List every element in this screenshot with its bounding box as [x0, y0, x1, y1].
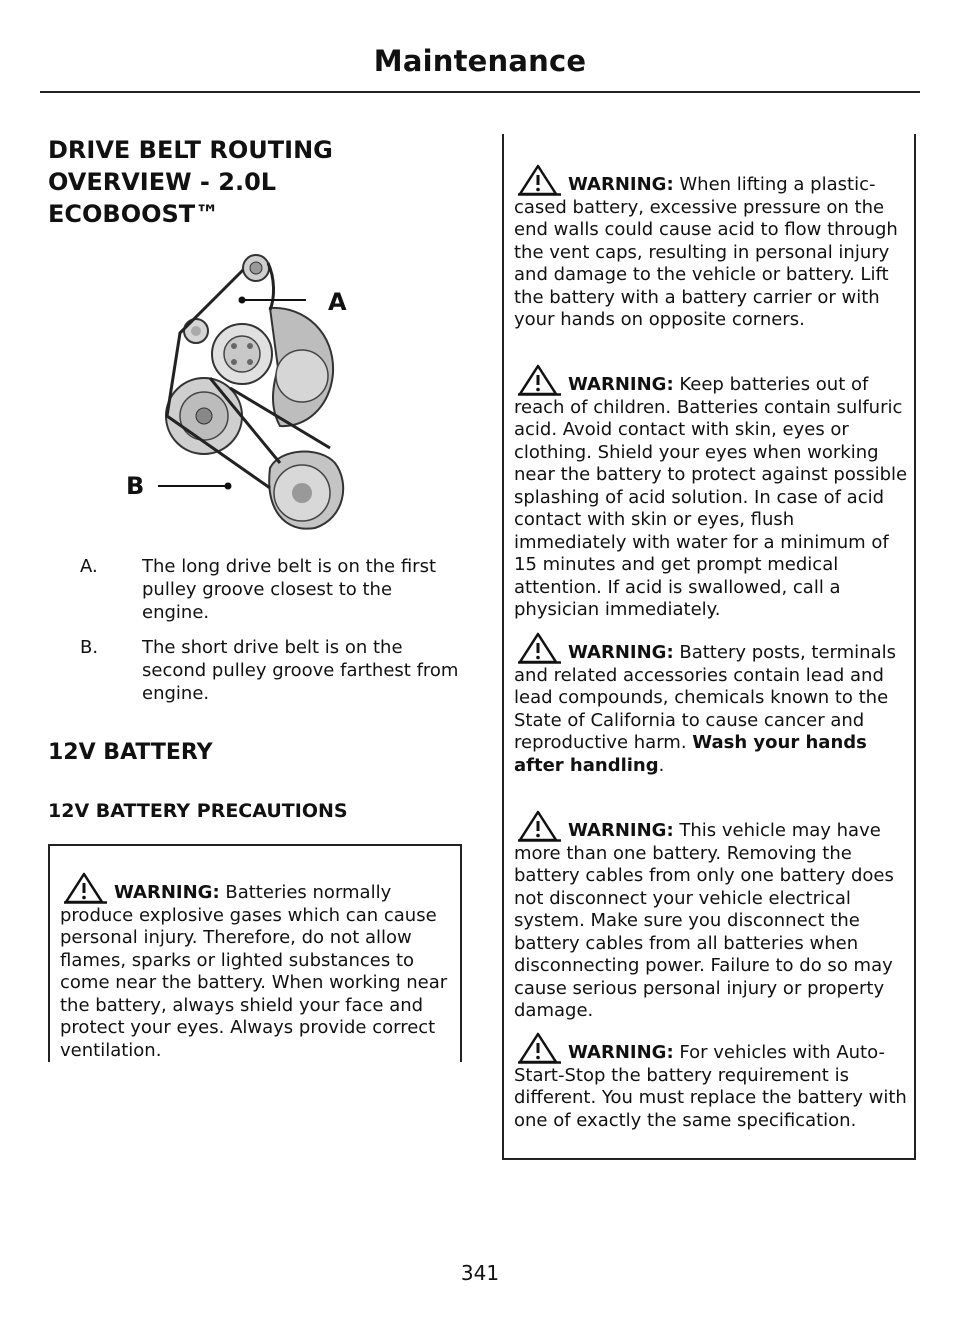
section-heading-drive-belt [48, 134, 448, 230]
warning-label: WARNING: [568, 820, 674, 841]
warning-children-acid [514, 364, 908, 622]
warning-multiple-batteries [514, 810, 908, 1023]
warning-triangle-icon [516, 632, 562, 664]
list-item [80, 636, 460, 705]
warning-label: WARNING: [114, 882, 220, 903]
list-item-text: The short drive belt is on the second pulley groove farthest from engine. [142, 637, 459, 704]
warning-text: Battery posts, terminals and related accessories contain lead and lead compounds, chemicals known to the State of California to cause cancer and reproductive harm. [514, 642, 896, 753]
warning-label: WARNING: [568, 174, 674, 195]
page-title: Maintenance [373, 44, 587, 78]
section-heading-12v-battery: 12V BATTERY [48, 740, 213, 765]
warning-text: Batteries normally produce explosive gases which can cause personal injury. Therefore, do not allow flames, sparks or lighted substances to come near the battery. When working near the battery, always shield your face and protect your eyes. Always provide correct ventilation. [60, 882, 448, 1061]
warning-text: This vehicle may have more than one battery. Removing the battery cables from only one battery does not disconnect your vehicle electrical system. Make sure you disconnect the battery cables from all batteries when disconnecting power. Failure to do so may cause serious personal injury or property damage. [514, 820, 894, 1021]
warning-label: WARNING: [568, 1042, 674, 1063]
callout-a: A [328, 288, 347, 316]
warning-triangle-icon [516, 364, 562, 396]
warning-lead-compounds [514, 632, 908, 777]
warning-label: WARNING: [568, 642, 674, 663]
page-number: 341 [460, 1261, 500, 1285]
warning-lifting-battery [514, 164, 908, 332]
warning-text: For vehicles with Auto-Start-Stop the battery requirement is different. You must replace the battery with one of exactly the same specification. [514, 1042, 907, 1131]
heading-line: DRIVE BELT ROUTING [48, 136, 333, 164]
list-item [80, 555, 460, 624]
list-item-label: A. [80, 556, 98, 577]
callout-legend-list [80, 555, 460, 717]
warning-box-left [48, 844, 462, 1062]
subsection-heading-precautions: 12V BATTERY PRECAUTIONS [48, 800, 348, 822]
warning-text: When lifting a plastic-cased battery, excessive pressure on the end walls could cause acid to flow through the vent caps, resulting in personal injury and damage to the vehicle or battery. Lift the battery with a battery carrier or with your hands on opposite corners. [514, 174, 898, 330]
warning-text: Keep batteries out of reach of children. Batteries contain sulfuric acid. Avoid contact with skin, eyes or clothing. Shield your eyes when working near the battery to protect against possible splashing of acid solution. In case of acid contact with skin or eyes, flush immediately with water for a minimum of 15 minutes and get prompt medical attention. If acid is swallowed, call a physician immediately. [514, 374, 908, 620]
warning-triangle-icon [516, 1032, 562, 1064]
heading-line: OVERVIEW - 2.0L [48, 168, 277, 196]
warning-box-right [502, 134, 916, 1160]
warning-emphasis: Wash your hands after handling [514, 732, 867, 776]
warning-auto-start-stop [514, 1032, 908, 1132]
heading-line: ECOBOOST™ [48, 200, 220, 228]
warning-triangle-icon [62, 872, 108, 904]
warning-text-end: . [658, 754, 665, 776]
callout-b: B [126, 472, 145, 500]
warning-triangle-icon [516, 810, 562, 842]
warning-triangle-icon [516, 164, 562, 196]
header-divider [40, 91, 920, 93]
list-item-text: The long drive belt is on the first pulley groove closest to the engine. [142, 556, 437, 623]
drive-belt-diagram [120, 248, 360, 536]
warning-label: WARNING: [568, 374, 674, 395]
warning-explosive-gases [60, 872, 454, 1062]
list-item-label: B. [80, 637, 99, 658]
belt-routing-illustration [120, 248, 360, 536]
